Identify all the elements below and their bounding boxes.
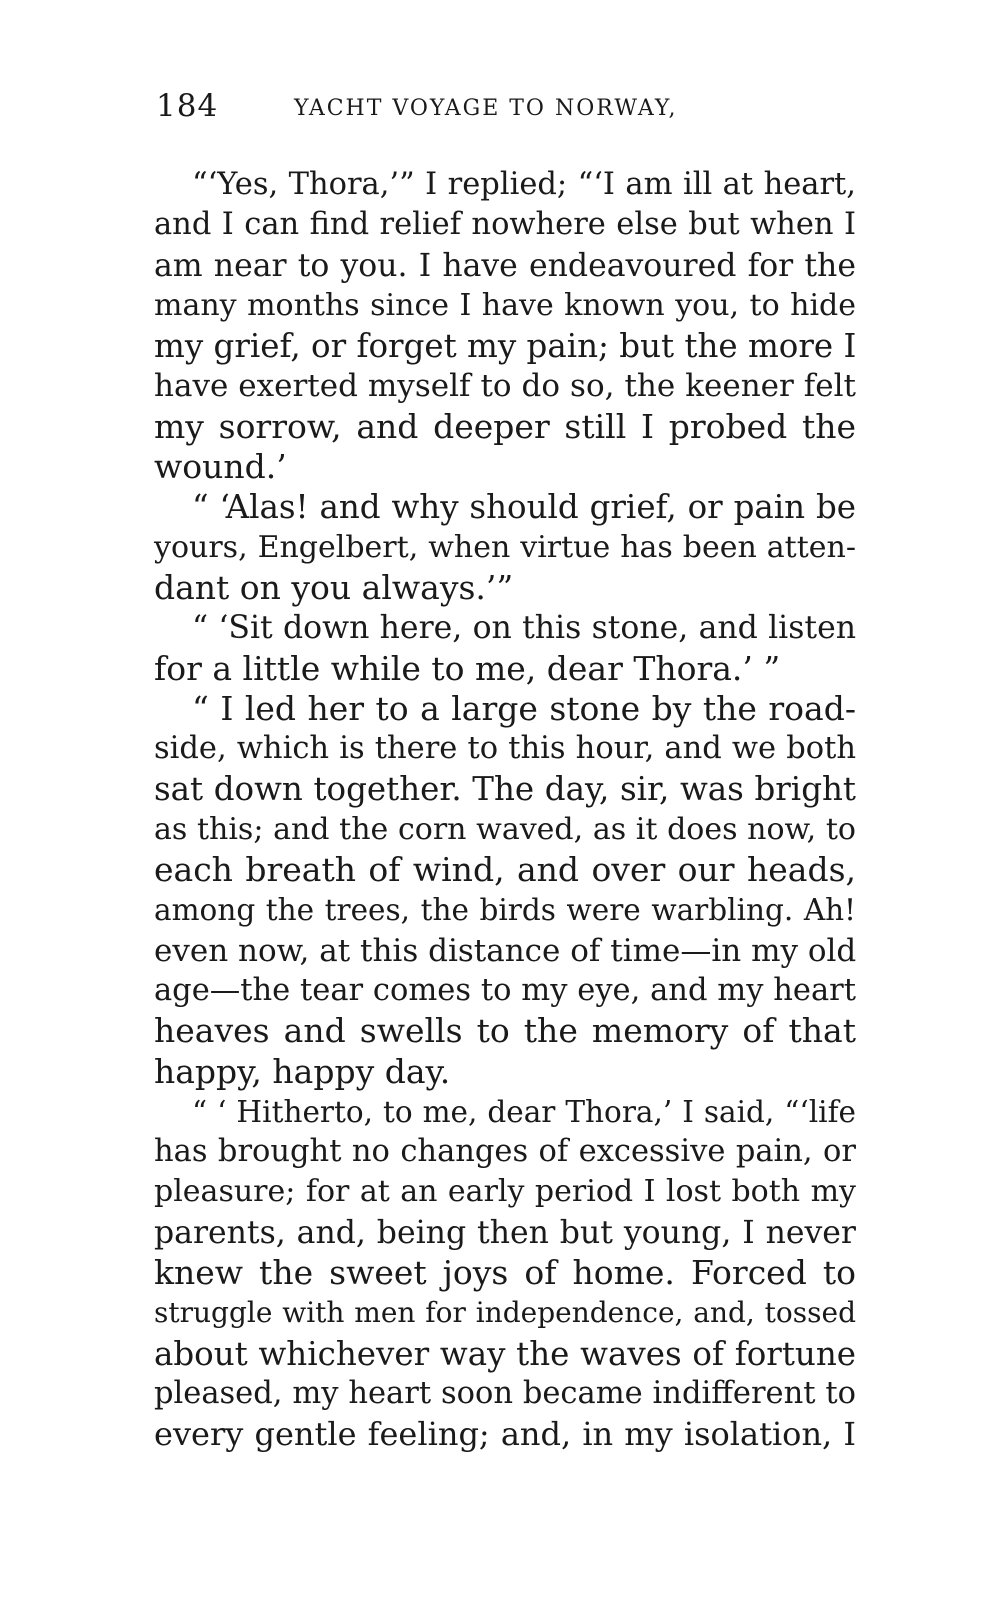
text-line: “ ‘Alas! and why should grief, or pain be <box>192 488 856 527</box>
text-line: as this; and the corn waved, as it does now, to <box>154 811 856 847</box>
text-line: “‘Yes, Thora,’” I replied; “‘I am ill at heart, <box>192 167 856 202</box>
text-line: many months since I have known you, to hide <box>154 287 856 323</box>
text-line: “ I led her to a large stone by the road- <box>192 688 856 728</box>
text-line: each breath of wind, and over our heads, <box>154 850 856 890</box>
text-line: sat down together. The day, sir, was bright <box>154 770 856 809</box>
text-line: wound.’ <box>154 447 287 487</box>
text-line: my sorrow, and deeper still I probed the <box>154 406 856 446</box>
text-line: happy, happy day. <box>154 1051 451 1091</box>
text-line: and I can find relief nowhere else but when I <box>154 207 856 243</box>
running-head <box>156 88 856 128</box>
text-line: knew the sweet joys of home. Forced to <box>154 1253 856 1293</box>
text-line: am near to you. I have endeavoured for the <box>154 247 856 284</box>
text-line: dant on you always.’” <box>154 567 514 607</box>
text-line: my grief, or forget my pain; but the more I <box>154 327 857 366</box>
text-line: pleasure; for at an early period I lost both my <box>154 1174 856 1210</box>
text-line: among the trees, the birds were warbling. Ah! <box>154 893 856 928</box>
text-line: has brought no changes of excessive pain, or <box>154 1134 856 1170</box>
text-line: yours, Engelbert, when virtue has been atten- <box>154 529 856 565</box>
text-line: for a little while to me, dear Thora.’ ” <box>154 648 781 688</box>
text-line: side, which is there to this hour, and we both <box>154 731 856 767</box>
text-line: struggle with men for independence, and, tossed <box>154 1296 856 1330</box>
text-line: “ ‘Sit down here, on this stone, and listen <box>192 610 856 647</box>
text-line: have exerted myself to do so, the keener felt <box>154 368 856 405</box>
text-line: “ ‘ Hitherto, to me, dear Thora,’ I said, “‘life <box>192 1094 856 1129</box>
text-line: heaves and swells to the memory of that <box>154 1011 856 1051</box>
page-number: 184 <box>156 88 219 124</box>
text-line: age—the tear comes to my eye, and my heart <box>154 972 856 1008</box>
body-text <box>154 165 856 1455</box>
text-line: about whichever way the waves of fortune <box>154 1334 856 1373</box>
text-line: even now, at this distance of time—in my old <box>154 932 857 969</box>
text-line: parents, and, being then but young, I never <box>154 1214 856 1251</box>
text-line: every gentle feeling; and, in my isolation, I <box>154 1415 856 1454</box>
text-line: pleased, my heart soon became indifferent to <box>154 1375 856 1411</box>
running-title: YACHT VOYAGE TO NORWAY, <box>294 96 678 121</box>
